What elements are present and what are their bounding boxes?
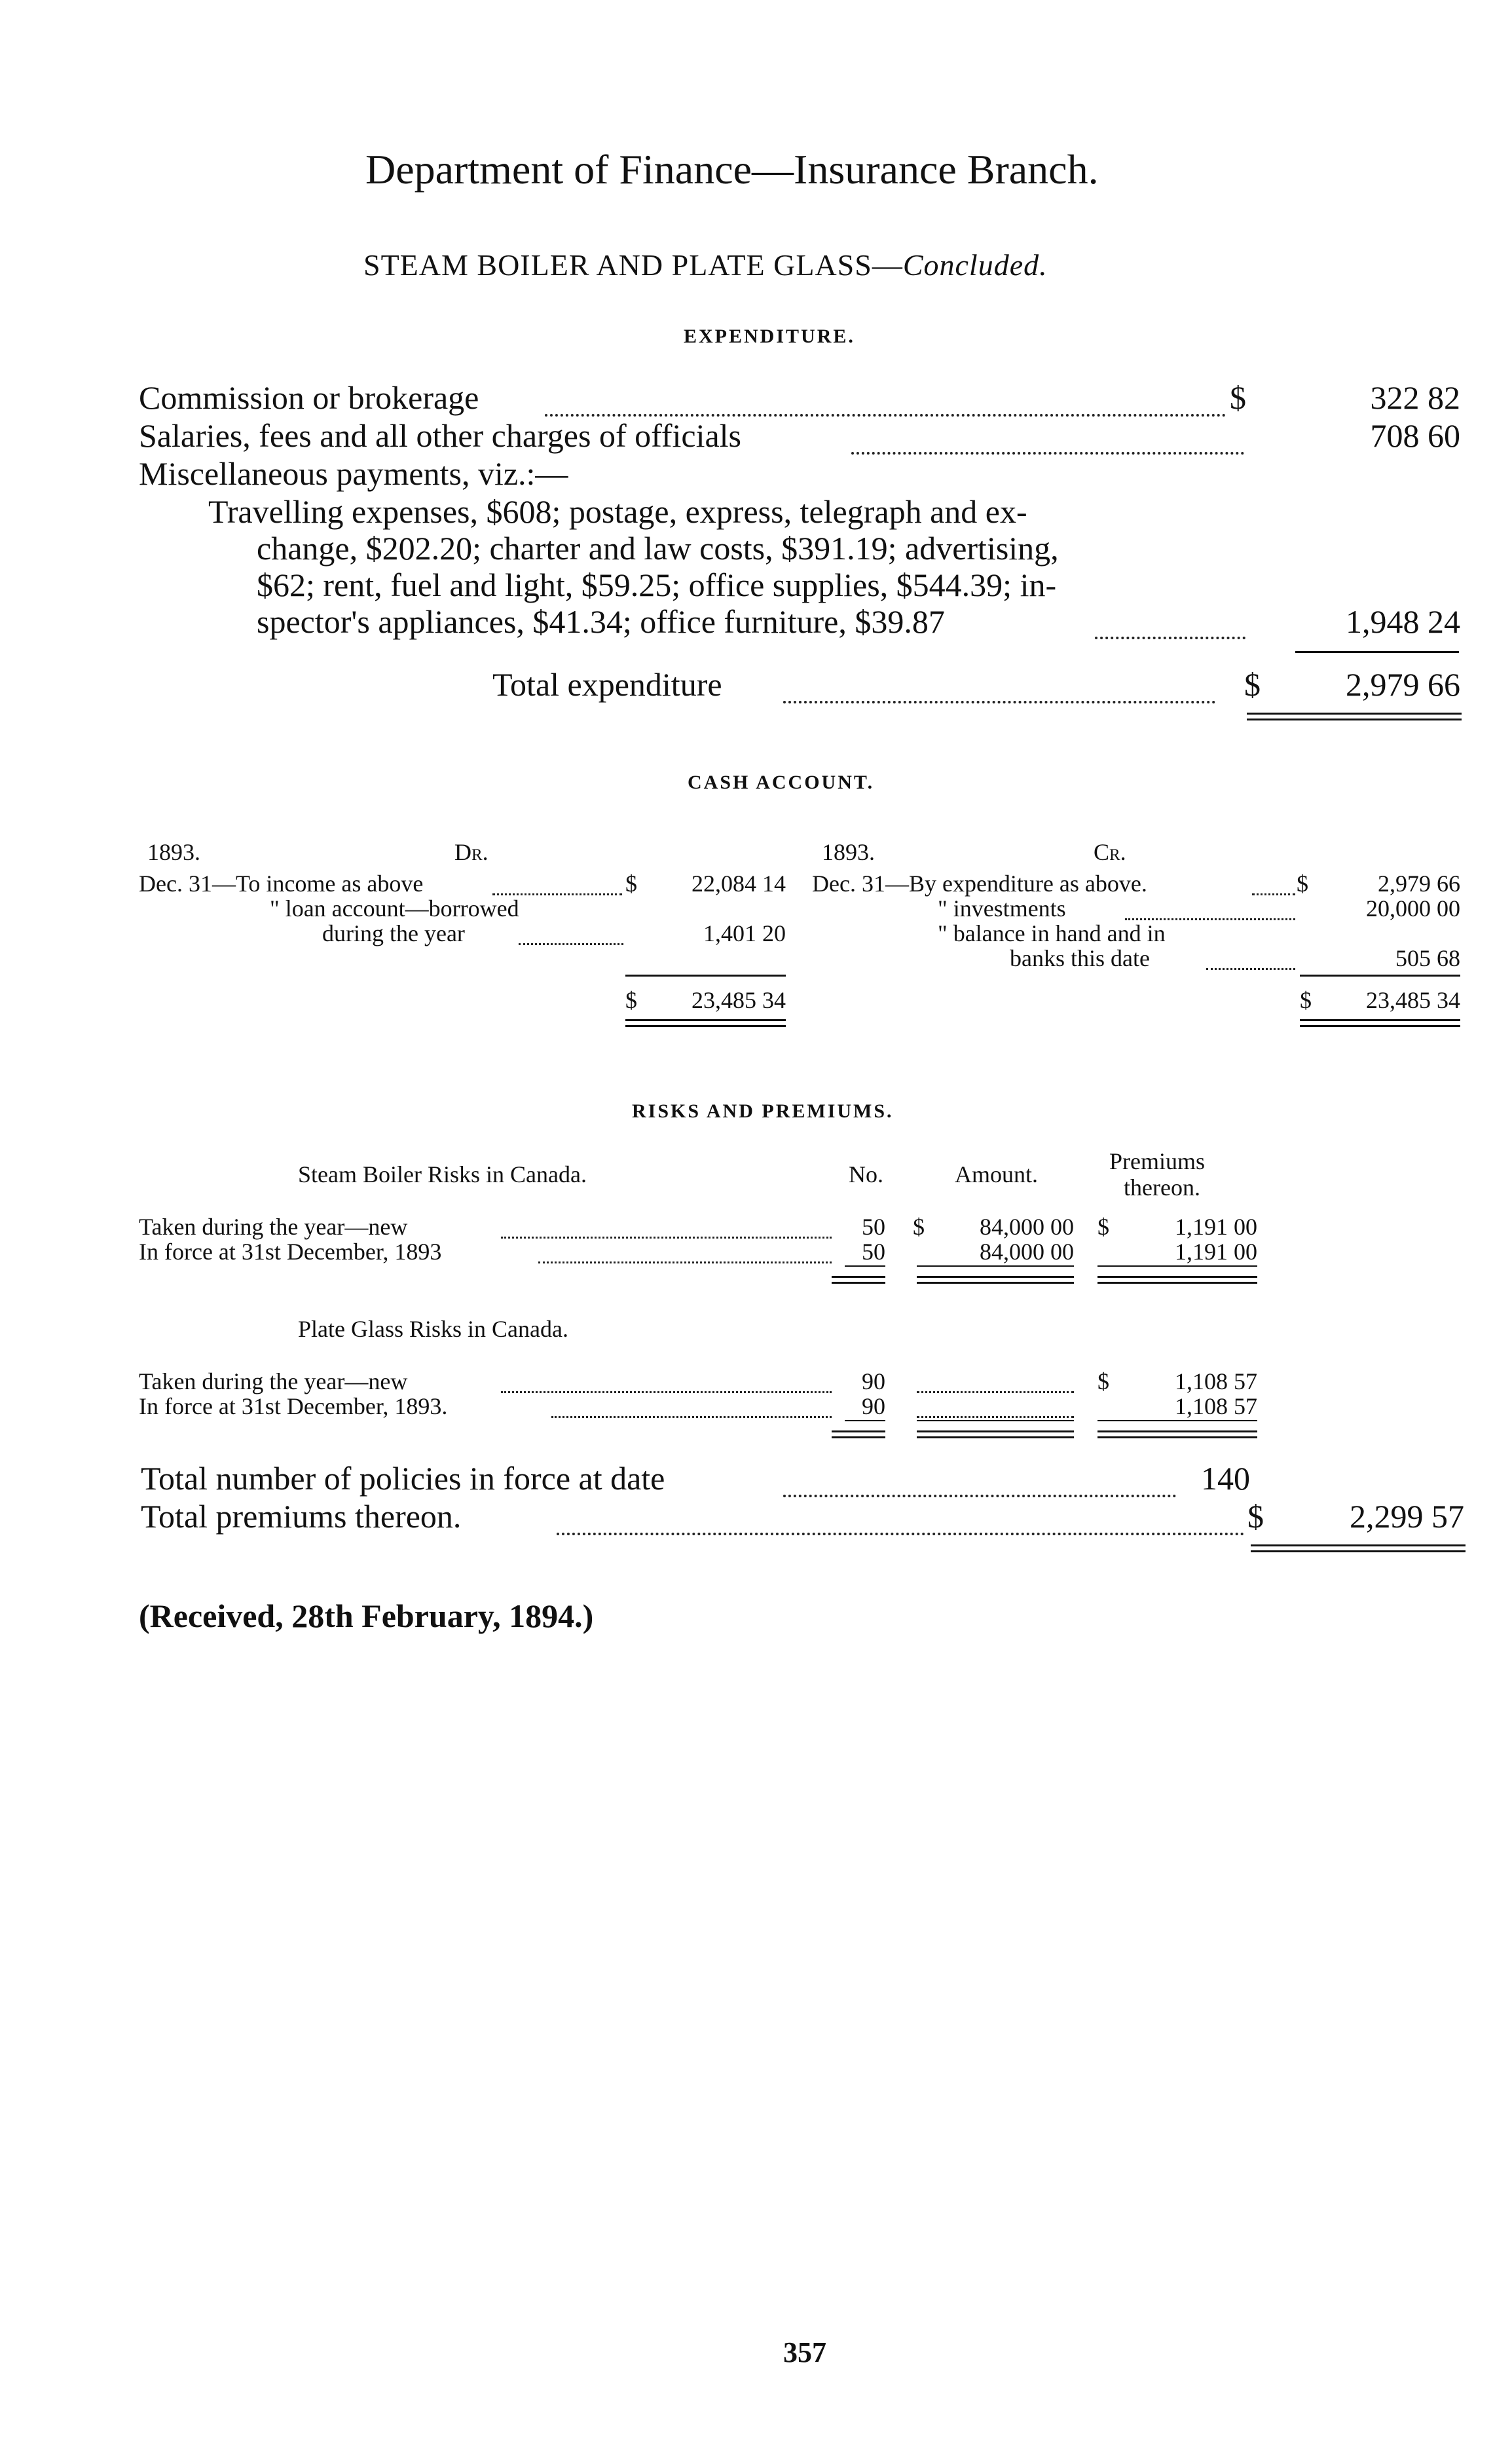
dr-row-1-value: 22,084 14 — [691, 870, 786, 897]
misc-line-4: spector's appliances, $41.34; office furniture, $39.87 — [257, 603, 945, 640]
plate-row-1-no: 90 — [862, 1368, 885, 1394]
dr-year: 1893. — [147, 839, 200, 865]
steam-row-2-premium: 1,191 00 — [1175, 1239, 1257, 1265]
cr-subtotal-rule — [1300, 975, 1460, 977]
steam-title: Steam Boiler Risks in Canada. — [298, 1161, 587, 1187]
cr-total-dollar: $ — [1300, 987, 1312, 1013]
plate-row-2-amount-dots — [917, 1416, 1074, 1418]
steam-premium-rule — [1097, 1276, 1257, 1284]
total-expenditure-rule — [1247, 713, 1462, 720]
received-note: (Received, 28th February, 1894.) — [139, 1597, 594, 1634]
cr-row-1-text: Dec. 31—By expenditure as above. — [812, 870, 1147, 897]
plate-row-1-premium: 1,108 57 — [1175, 1368, 1257, 1394]
plate-row-1-leader — [501, 1391, 832, 1393]
steam-row-1-amount: 84,000 00 — [980, 1214, 1074, 1240]
salaries-leader — [851, 452, 1244, 455]
total-premiums-leader — [557, 1533, 1244, 1535]
commission-dollar: $ — [1230, 379, 1246, 416]
dr-row-1-dollar: $ — [625, 870, 637, 897]
steam-row-1-no: 50 — [862, 1214, 885, 1240]
risks-heading: RISKS AND PREMIUMS. — [632, 1100, 894, 1122]
plate-premium-rule — [1097, 1430, 1257, 1438]
misc-line-2: change, $202.20; charter and law costs, $391.19; advertising, — [257, 530, 1059, 567]
plate-row-2-label: In force at 31st December, 1893. — [139, 1393, 448, 1419]
cash-account-heading: CASH ACCOUNT. — [688, 772, 875, 793]
dr-row-3-text: during the year — [322, 920, 465, 946]
steam-row-1-amount-dollar: $ — [913, 1214, 925, 1240]
steam-row-2-no: 50 — [862, 1239, 885, 1265]
cr-row-4-text: banks this date — [1010, 945, 1150, 971]
cr-row-1-leader — [1252, 893, 1295, 895]
cr-total-value: 23,485 34 — [1366, 987, 1460, 1013]
dr-subtotal-rule — [625, 975, 786, 977]
total-expenditure-dollar: $ — [1244, 666, 1261, 703]
total-premiums-value: 2,299 57 — [1350, 1498, 1464, 1535]
plate-amount-rule — [917, 1430, 1074, 1438]
plate-row-2-premium: 1,108 57 — [1175, 1393, 1257, 1419]
cr-year: 1893. — [822, 839, 875, 865]
dr-row-2-text: " loan account—borrowed — [270, 895, 519, 922]
total-policies-leader — [783, 1495, 1176, 1497]
total-expenditure-label: Total expenditure — [492, 666, 722, 703]
steam-row-2-label: In force at 31st December, 1893 — [139, 1239, 442, 1265]
plate-row-2-leader — [551, 1416, 832, 1418]
misc-label: Miscellaneous payments, viz.:— — [139, 455, 568, 492]
total-premiums-rule — [1251, 1544, 1466, 1552]
commission-value: 322 82 — [1370, 379, 1460, 416]
page-title: Department of Finance—Insurance Branch. — [365, 146, 1099, 193]
misc-leader — [1095, 637, 1245, 639]
cr-row-1-dollar: $ — [1297, 870, 1308, 897]
col-amount-header: Amount. — [955, 1161, 1039, 1187]
total-policies-label: Total number of policies in force at date — [141, 1460, 665, 1497]
total-premiums-dollar: $ — [1247, 1498, 1264, 1535]
steam-premium-underline — [1097, 1265, 1257, 1267]
col-premiums-header-2: thereon. — [1124, 1174, 1200, 1201]
dr-row-3-leader — [519, 943, 623, 945]
expenditure-rule — [1295, 651, 1459, 653]
plate-premium-underline — [1097, 1420, 1257, 1421]
total-premiums-label: Total premiums thereon. — [141, 1498, 462, 1535]
col-no-header: No. — [849, 1161, 883, 1187]
dr-side-label: Dr. — [454, 839, 489, 865]
commission-label: Commission or brokerage — [139, 379, 479, 416]
col-premiums-header-1: Premiums — [1109, 1148, 1206, 1174]
cr-row-2-value: 20,000 00 — [1366, 895, 1460, 922]
subtitle-italic: Concluded. — [902, 248, 1048, 282]
cr-row-2-text: " investments — [938, 895, 1066, 922]
dr-row-1-text: Dec. 31—To income as above — [139, 870, 424, 897]
dr-total-rule — [625, 1019, 786, 1027]
subtitle-main: STEAM BOILER AND PLATE GLASS— — [363, 248, 903, 282]
steam-row-1-premium: 1,191 00 — [1175, 1214, 1257, 1240]
plate-row-1-prem-dollar: $ — [1097, 1368, 1109, 1394]
plate-title: Plate Glass Risks in Canada. — [298, 1316, 568, 1342]
cr-row-1-value: 2,979 66 — [1378, 870, 1460, 897]
cr-total-rule — [1300, 1019, 1460, 1027]
cr-row-4-value: 505 68 — [1395, 945, 1460, 971]
dr-row-3-value: 1,401 20 — [703, 920, 786, 946]
steam-row-2-leader — [538, 1261, 832, 1263]
total-expenditure-value: 2,979 66 — [1346, 666, 1460, 703]
steam-amount-rule — [917, 1276, 1074, 1284]
page-subtitle — [363, 248, 1048, 282]
steam-row-1-prem-dollar: $ — [1097, 1214, 1109, 1240]
plate-no-underline — [845, 1420, 885, 1421]
total-policies-value: 140 — [1201, 1460, 1250, 1497]
steam-no-underline — [845, 1265, 885, 1267]
salaries-label: Salaries, fees and all other charges of officials — [139, 417, 742, 454]
steam-row-1-leader — [501, 1237, 832, 1239]
cr-side-label: Cr. — [1094, 839, 1126, 865]
plate-row-2-no: 90 — [862, 1393, 885, 1419]
salaries-value: 708 60 — [1370, 417, 1460, 454]
cr-row-3-text: " balance in hand and in — [938, 920, 1166, 946]
plate-amount-underline — [917, 1420, 1074, 1421]
steam-no-rule — [832, 1276, 885, 1284]
misc-value: 1,948 24 — [1346, 603, 1460, 640]
page-number: 357 — [783, 2336, 826, 2368]
dr-total-dollar: $ — [625, 987, 637, 1013]
steam-row-2-amount: 84,000 00 — [980, 1239, 1074, 1265]
cr-row-4-leader — [1206, 968, 1295, 970]
total-expenditure-leader — [783, 701, 1215, 703]
steam-row-1-label: Taken during the year—new — [139, 1214, 408, 1240]
plate-row-1-amount-dots — [917, 1391, 1074, 1393]
steam-amount-underline — [917, 1265, 1074, 1267]
misc-line-3: $62; rent, fuel and light, $59.25; office supplies, $544.39; in- — [257, 567, 1057, 603]
plate-row-1-label: Taken during the year—new — [139, 1368, 408, 1394]
dr-total-value: 23,485 34 — [691, 987, 786, 1013]
expenditure-heading: EXPENDITURE. — [684, 326, 855, 347]
plate-no-rule — [832, 1430, 885, 1438]
misc-line-1: Travelling expenses, $608; postage, express, telegraph and ex- — [208, 493, 1027, 530]
